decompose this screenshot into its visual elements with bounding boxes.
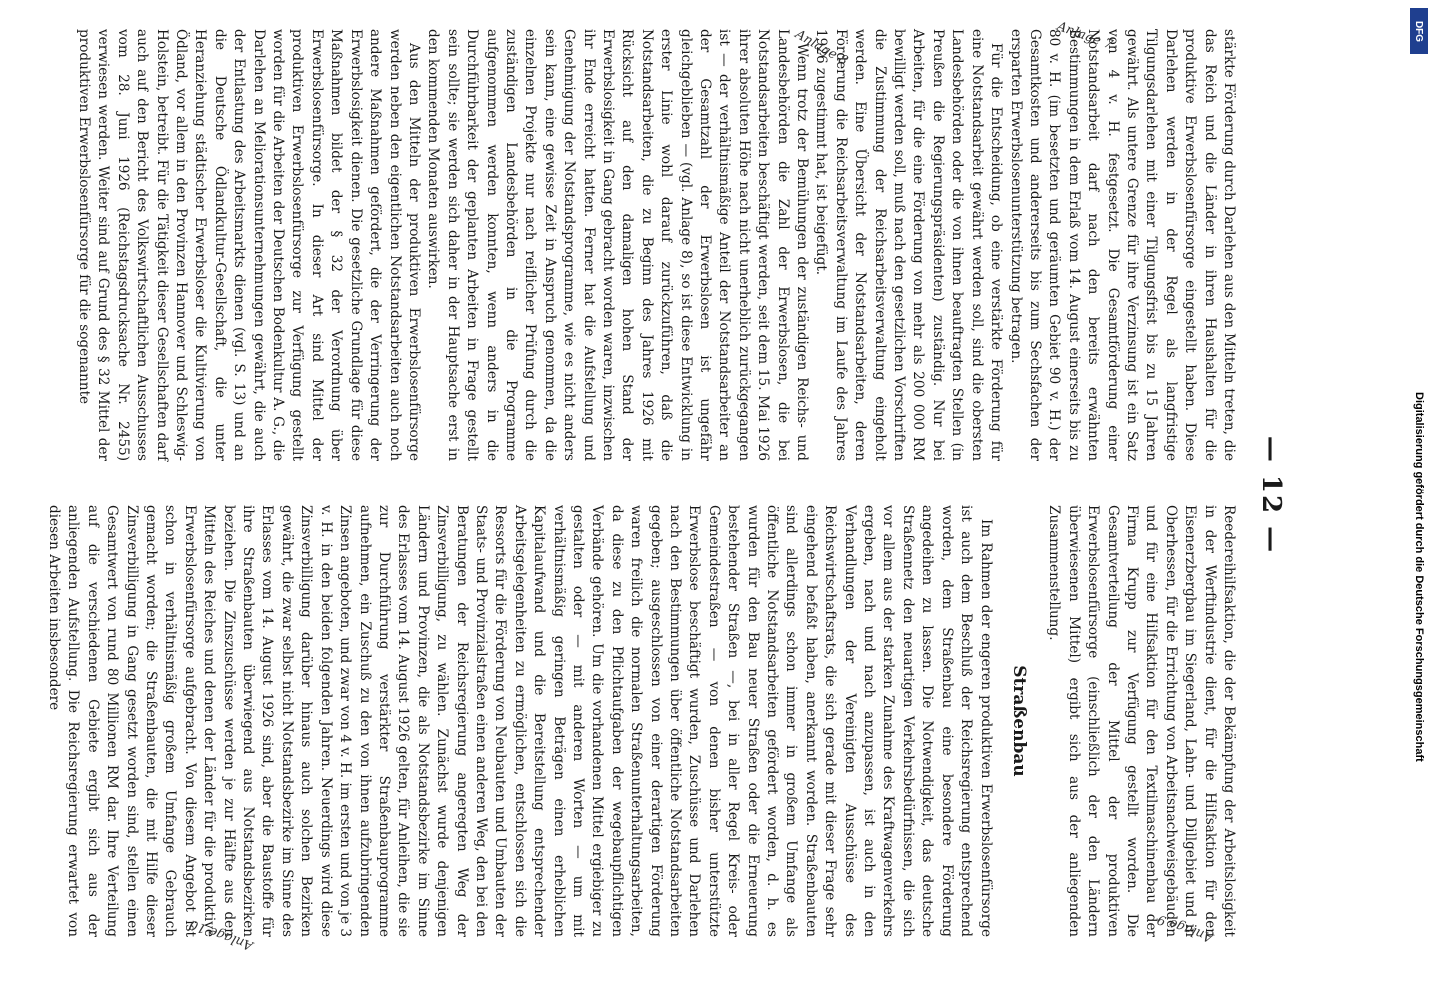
left-column <box>76 29 1238 461</box>
paragraph: Für die Entscheidung, ob eine verstärkte Förderung für eine Notstandsarbeit gewährt werden soll, sind die obersten Landesbehörden oder die von ihnen beauftragten Stellen (in Preußen die Regierungspräsidenten) zuständig. Nur bei Arbeiten, für die eine Förderung von mehr als 200 000 RM bewilligt werden soll, muß nach den gesetzlichen Vorschriften die Zustimmung der Reichsarbeitsverwaltung eingeholt werden. Eine Übersicht der Notstandsarbeiten, deren Förderung die Reichsarbeitsverwaltung im Laufe des Jahres 1926 zugestimmt hat, ist beigefügt. <box>813 29 1005 461</box>
paragraph: stärkte Förderung durch Darlehen aus den Mitteln treten, die das Reich und die Länder in ihren Haushalten für die produktive Erwerbslosenfürsorge eingestellt haben. Diese Darlehen werden in der Regel als langfristige Tilgungsdarlehen mit einer Tilgungsfrist bis zu 15 Jahren gewährt. Als untere Grenze für ihre Verzinsung ist ein Satz von 4 v. H. festgesetzt. Die Gesamtförderung einer Notstandsarbeit darf nach den bereits erwähnten Bestimmungen in dem Erlaß vom 14. August einerseits bis zu 80 v. H. (im besetzten und geräumten Gebiet 90 v. H.) der Gesamtkosten und andererseits bis zum Sechsfachen der ersparten Erwerbslosenunterstützung betragen. <box>1007 29 1237 461</box>
dfg-logo-icon: DFG <box>1410 8 1428 54</box>
paragraph: Im Rahmen der engeren produktiven Erwerbslosenfürsorge ist auch dem Beschluß der Reichsregierung entsprechend worden, dem Straßenbau eine besondere Förderung angedeihen zu lassen. Die Notwendigkeit, das deutsche Straßennetz den neuartigen Verkehrsbedürfnissen, die sich vor allem aus der starken Zunahme des Kraftwagenverkehrs ergeben, nach und nach anzupassen, ist auch in den Verhandlungen der Vereinigten Ausschüsse des Reichswirtschaftsrats, die sich gerade mit dieser Frage sehr eingehend befaßt haben, anerkannt worden. Straßenbauten sind allerdings schon immer in großem Umfange als öffentliche Notstandsarbeiten gefördert worden, d. h. es wurden für den Bau neuer Straßen oder die Erneuerung bestehender Straßen —, bei in aller Regel Kreis- oder Gemeindestraßen — von denen bisher unterstützte Erwerbslose beschäftigt wurden, Zuschüsse und Darlehen nach den Bestimmungen über öffentliche Notstandsarbeiten gegeben; ausgeschlossen von einer derartigen Förderung waren freilich die normalen Straßenunterhaltungsarbeiten, da diese zu den Pflichtaufgaben der wegebaupflichtigen Verbände gehören. Um die vorhandenen Mittel ergiebiger zu gestalten oder — mit anderen Worten — um mit verhältnismäßig geringen Beträgen einen erheblichen Kapitalaufwand und die Bereitstellung entsprechender Arbeitsgelegenheiten zu ermöglichen, entschlossen sich die Ressorts für die Förderung von Neubauten und Umbauten der Staats- und Provinzialstraßen einen anderen Weg, den bei den Beratungen der Reichsregierung angeregten Weg der Zinsverbilligung, zu wählen. Zunächst wurde denjenigen Ländern und Provinzen, die als Notstandsbezirke im Sinne des Erlasses vom 14. August 1926 gelten, für Anleihen, die sie zur Durchführung verstärkter Straßenbauprogramme aufnehmen, ein Zuschuß zu den von ihnen aufzubringenden Zinsen angeboten, und zwar von 4 v. H. im ersten und von je 3 v. H. in den beiden folgenden Jahren. Neuerdings wird diese Zinsverbilligung darüber hinaus auch solchen Bezirken gewährt, die zwar selbst nicht Notstandsbezirke im Sinne des Erlasses vom 14. August 1926 sind, aber die Baustoffe für ihre Straßenbauten überwiegend aus Notstandsbezirken beziehen. Die Zinszuschüsse werden je zur Hälfte aus den Mitteln des Reiches und denen der Länder für die produktive Erwerbslosenfürsorge aufgebracht. Von diesem Angebot ist schon in verhältnismäßig großem Umfange Gebrauch gemacht worden; die Straßenbauten, die mit Hilfe dieser Zinsverbilligung in Gang gesetzt worden sind, stellen einen Gesamtwert von rund 80 Millionen RM dar. Ihre Verteilung auf die verschiedenen Gebiete ergibt sich aus der anliegenden Aufstellung. Die Reichsregierung erwartet von diesen Arbeiten insbesondere <box>46 505 994 937</box>
page-content <box>46 15 1300 975</box>
scanned-page <box>46 15 1300 975</box>
margin-note-anlage-10: Anlage 10 <box>187 916 256 953</box>
paragraph: Aus den Mitteln der produktiven Erwerbslosenfürsorge werden neben den eigentlichen Notstandsarbeiten auch noch andere Maßnahmen gefördert, die der Verringerung der Erwerbslosigkeit dienen. Die gesetzliche Grundlage für diese Maßnahmen bildet der § 32 der Verordnung über Erwerbslosenfürsorge. In dieser Art sind Mittel der produktiven Erwerbslosenfürsorge zur Verfügung gestellt worden für die Arbeiten der Deutschen Bodenkultur A. G., die Darlehen an Meliorationsunternehmungen gewährt, die auch der Entlastung des Arbeitsmarkts dienen (vgl. S. 13) und an die Deutsche Ödlandkultur-Gesellschaft, die unter Heranziehung städtischer Erwerbsloser die Kultivierung von Ödland, vor allem in den Provinzen Hannover und Schleswig-Holstein, betreibt. Für die Tätigkeit dieser Gesellschaften darf auch auf den Bericht des Volkswirtschaftlichen Ausschusses vom 28. Juni 1926 (Reichstagsdrucksache Nr. 2455) verwiesen werden. Weiter sind auf Grund des § 32 Mittel der produktiven Erwerbslosenfürsorge für die sogenannte <box>76 29 422 461</box>
right-column <box>46 505 1238 937</box>
paragraph: Reedereihilfsaktion, die der Bekämpfung der Arbeitslosigkeit in der Werftindustrie dient, für die Hilfsaktion für den Eisenerzbergbau im Siegerland, Lahn- und Dillgebiet und in Oberhessen, für die Errichtung von Arbeitsnachweisgebäuden und für eine Hilfsaktion für den Textilmaschinenbau der Firma Krupp zur Verfügung gestellt worden. Die Gesamtverteilung der Mittel der produktiven Erwerbslosenfürsorge (einschließlich der den Ländern überwiesenen Mittel) ergibt sich aus der anliegenden Zusammenstellung. <box>1046 505 1237 937</box>
margin-note-anlage-8: Anlage 8 <box>792 27 851 70</box>
section-heading: Straßenbau <box>1008 665 1029 777</box>
margin-note-anlage-7: Anlage 7 <box>1054 19 1115 53</box>
dfg-side-label <box>1408 0 1430 1000</box>
paragraph: Wenn trotz der Bemühungen der zuständigen Reichs- und Landesbehörden die Zahl der Erwerbslosen, die bei Notstandsarbeiten beschäftigt werden, seit dem 15. Mai 1926 ihrer absoluten Höhe nach nicht unerheblich zurückgegangen ist — der verhältnismäßige Anteil der Notstandsarbeiter an der Gesamtzahl der Erwerbslosen ist ungefähr gleichgeblieben — (vgl. Anlage 8), so ist diese Entwicklung in erster Linie wohl darauf zurückzuführen, daß die Notstandsarbeiten, die zu Beginn des Jahres 1926 mit Rücksicht auf den damaligen hohen Stand der Erwerbslosigkeit in Gang gebracht worden waren, inzwischen ihr Ende erreicht hatten. Ferner hat die Aufstellung und Genehmigung der Notstandsprogramme, wie es nicht anders sein kann, eine gewisse Zeit in Anspruch genommen, da die einzelnen Projekte nur nach reiflicher Prüfung durch die zuständigen Landesbehörden in die Programme aufgenommen werden konnten, wenn anders in die Durchführbarkeit der geplanten Arbeiten in Frage gestellt sein sollte; sie werden sich daher in der Hauptsache erst in den kommenden Monaten auswirken. <box>425 29 811 461</box>
page-number: — 12 — <box>1256 435 1286 555</box>
dfg-credit-text: Digitalisierung gefördert durch die Deutsche Forschungsgemeinschaft <box>1413 392 1425 762</box>
margin-note-anlage-9: Anlage 9 <box>1155 911 1216 945</box>
